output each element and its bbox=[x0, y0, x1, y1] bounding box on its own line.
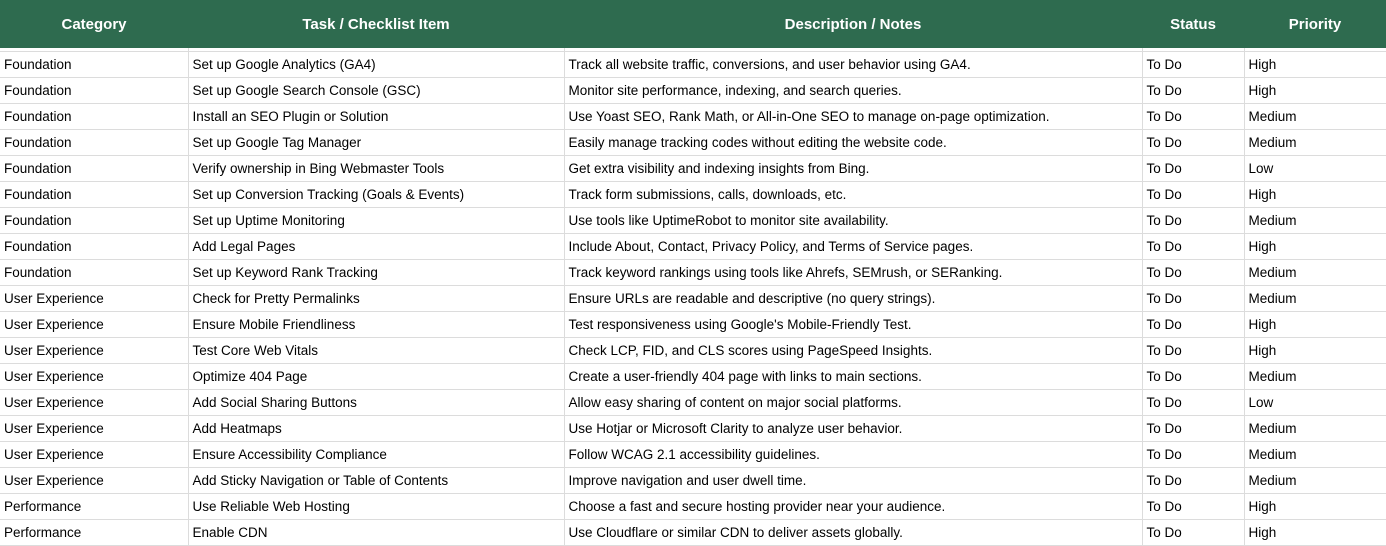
cell-status[interactable]: To Do bbox=[1142, 130, 1244, 156]
cell-task[interactable]: Set up Google Analytics (GA4) bbox=[188, 52, 564, 78]
cell-description[interactable]: Choose a fast and secure hosting provider near your audience. bbox=[564, 494, 1142, 520]
cell-description[interactable]: Improve navigation and user dwell time. bbox=[564, 468, 1142, 494]
cell-priority[interactable]: Low bbox=[1244, 156, 1386, 182]
cell-task[interactable]: Install an SEO Plugin or Solution bbox=[188, 104, 564, 130]
cell-category[interactable]: User Experience bbox=[0, 364, 188, 390]
cell-priority[interactable]: Medium bbox=[1244, 104, 1386, 130]
cell-priority[interactable]: High bbox=[1244, 520, 1386, 546]
cell-description[interactable]: Use Yoast SEO, Rank Math, or All-in-One SEO to manage on-page optimization. bbox=[564, 104, 1142, 130]
cell-priority[interactable]: High bbox=[1244, 78, 1386, 104]
cell-status[interactable]: To Do bbox=[1142, 104, 1244, 130]
cell-status[interactable]: To Do bbox=[1142, 312, 1244, 338]
cell-description[interactable]: Allow easy sharing of content on major social platforms. bbox=[564, 390, 1142, 416]
column-header-description[interactable]: Description / Notes bbox=[564, 0, 1142, 48]
column-header-category[interactable]: Category bbox=[0, 0, 188, 48]
cell-status[interactable]: To Do bbox=[1142, 364, 1244, 390]
cell-priority[interactable]: Low bbox=[1244, 390, 1386, 416]
cell-status[interactable]: To Do bbox=[1142, 390, 1244, 416]
cell-task[interactable]: Verify ownership in Bing Webmaster Tools bbox=[188, 156, 564, 182]
cell-category[interactable]: Foundation bbox=[0, 260, 188, 286]
cell-priority[interactable]: Medium bbox=[1244, 208, 1386, 234]
cell-task[interactable]: Enable CDN bbox=[188, 520, 564, 546]
cell-task[interactable]: Add Social Sharing Buttons bbox=[188, 390, 564, 416]
cell-status[interactable]: To Do bbox=[1142, 234, 1244, 260]
cell-priority[interactable]: High bbox=[1244, 338, 1386, 364]
table-row[interactable] bbox=[0, 208, 1386, 234]
cell-description[interactable]: Track keyword rankings using tools like Ahrefs, SEMrush, or SERanking. bbox=[564, 260, 1142, 286]
cell-task[interactable]: Add Sticky Navigation or Table of Contents bbox=[188, 468, 564, 494]
cell-task[interactable]: Optimize 404 Page bbox=[188, 364, 564, 390]
cell-description[interactable]: Use Cloudflare or similar CDN to deliver assets globally. bbox=[564, 520, 1142, 546]
cell-priority[interactable]: High bbox=[1244, 494, 1386, 520]
cell-priority[interactable]: Medium bbox=[1244, 260, 1386, 286]
column-header-priority[interactable]: Priority bbox=[1244, 0, 1386, 48]
table-header bbox=[0, 0, 1386, 48]
cell-status[interactable]: To Do bbox=[1142, 52, 1244, 78]
cell-priority[interactable]: Medium bbox=[1244, 364, 1386, 390]
cell-status[interactable]: To Do bbox=[1142, 468, 1244, 494]
cell-description[interactable]: Use tools like UptimeRobot to monitor site availability. bbox=[564, 208, 1142, 234]
table-row[interactable] bbox=[0, 156, 1386, 182]
cell-priority[interactable]: Medium bbox=[1244, 416, 1386, 442]
table-row[interactable] bbox=[0, 52, 1386, 78]
cell-priority[interactable]: High bbox=[1244, 52, 1386, 78]
cell-category[interactable]: Foundation bbox=[0, 234, 188, 260]
table-row[interactable] bbox=[0, 494, 1386, 520]
cell-category[interactable]: User Experience bbox=[0, 468, 188, 494]
table-row[interactable] bbox=[0, 338, 1386, 364]
table-row[interactable] bbox=[0, 130, 1386, 156]
cell-category[interactable]: User Experience bbox=[0, 390, 188, 416]
table-row[interactable] bbox=[0, 234, 1386, 260]
cell-task[interactable]: Ensure Accessibility Compliance bbox=[188, 442, 564, 468]
cell-task[interactable]: Set up Google Search Console (GSC) bbox=[188, 78, 564, 104]
cell-category[interactable]: Foundation bbox=[0, 78, 188, 104]
cell-status[interactable]: To Do bbox=[1142, 494, 1244, 520]
cell-priority[interactable]: High bbox=[1244, 312, 1386, 338]
table-row[interactable] bbox=[0, 312, 1386, 338]
cell-category[interactable]: Foundation bbox=[0, 182, 188, 208]
table-row[interactable] bbox=[0, 442, 1386, 468]
cell-status[interactable]: To Do bbox=[1142, 520, 1244, 546]
cell-description[interactable]: Get extra visibility and indexing insights from Bing. bbox=[564, 156, 1142, 182]
cell-description[interactable]: Test responsiveness using Google's Mobile-Friendly Test. bbox=[564, 312, 1142, 338]
cell-category[interactable]: User Experience bbox=[0, 416, 188, 442]
table-row[interactable] bbox=[0, 260, 1386, 286]
cell-category[interactable]: Foundation bbox=[0, 208, 188, 234]
cell-status[interactable]: To Do bbox=[1142, 286, 1244, 312]
cell-status[interactable]: To Do bbox=[1142, 182, 1244, 208]
table-row[interactable] bbox=[0, 468, 1386, 494]
cell-description[interactable]: Use Hotjar or Microsoft Clarity to analyze user behavior. bbox=[564, 416, 1142, 442]
cell-task[interactable]: Set up Google Tag Manager bbox=[188, 130, 564, 156]
table-row[interactable] bbox=[0, 416, 1386, 442]
column-header-status[interactable]: Status bbox=[1142, 0, 1244, 48]
cell-status[interactable]: To Do bbox=[1142, 260, 1244, 286]
cell-description[interactable]: Include About, Contact, Privacy Policy, and Terms of Service pages. bbox=[564, 234, 1142, 260]
cell-task[interactable]: Ensure Mobile Friendliness bbox=[188, 312, 564, 338]
table-row[interactable] bbox=[0, 104, 1386, 130]
cell-status[interactable]: To Do bbox=[1142, 78, 1244, 104]
table-row[interactable] bbox=[0, 390, 1386, 416]
cell-description[interactable]: Track form submissions, calls, downloads, etc. bbox=[564, 182, 1142, 208]
cell-priority[interactable]: Medium bbox=[1244, 468, 1386, 494]
header-row bbox=[0, 0, 1386, 48]
cell-description[interactable]: Check LCP, FID, and CLS scores using PageSpeed Insights. bbox=[564, 338, 1142, 364]
cell-priority[interactable]: High bbox=[1244, 182, 1386, 208]
cell-status[interactable]: To Do bbox=[1142, 338, 1244, 364]
cell-task[interactable]: Check for Pretty Permalinks bbox=[188, 286, 564, 312]
cell-description[interactable]: Create a user-friendly 404 page with links to main sections. bbox=[564, 364, 1142, 390]
cell-task[interactable]: Set up Uptime Monitoring bbox=[188, 208, 564, 234]
table-row[interactable] bbox=[0, 364, 1386, 390]
cell-priority[interactable]: High bbox=[1244, 234, 1386, 260]
cell-task[interactable]: Set up Conversion Tracking (Goals & Events) bbox=[188, 182, 564, 208]
cell-task[interactable]: Use Reliable Web Hosting bbox=[188, 494, 564, 520]
cell-category[interactable]: User Experience bbox=[0, 442, 188, 468]
cell-status[interactable]: To Do bbox=[1142, 208, 1244, 234]
cell-task[interactable]: Set up Keyword Rank Tracking bbox=[188, 260, 564, 286]
cell-category[interactable]: User Experience bbox=[0, 338, 188, 364]
cell-category[interactable]: Performance bbox=[0, 494, 188, 520]
cell-category[interactable]: User Experience bbox=[0, 312, 188, 338]
cell-category[interactable]: Foundation bbox=[0, 130, 188, 156]
cell-status[interactable]: To Do bbox=[1142, 416, 1244, 442]
cell-priority[interactable]: Medium bbox=[1244, 286, 1386, 312]
cell-status[interactable]: To Do bbox=[1142, 442, 1244, 468]
table-row[interactable] bbox=[0, 520, 1386, 546]
cell-description[interactable]: Monitor site performance, indexing, and search queries. bbox=[564, 78, 1142, 104]
column-header-task[interactable]: Task / Checklist Item bbox=[188, 0, 564, 48]
table-row[interactable] bbox=[0, 182, 1386, 208]
cell-task[interactable]: Add Heatmaps bbox=[188, 416, 564, 442]
cell-category[interactable]: Foundation bbox=[0, 156, 188, 182]
cell-category[interactable]: Foundation bbox=[0, 52, 188, 78]
cell-description[interactable]: Easily manage tracking codes without editing the website code. bbox=[564, 130, 1142, 156]
table-body bbox=[0, 48, 1386, 546]
table-row[interactable] bbox=[0, 78, 1386, 104]
cell-description[interactable]: Ensure URLs are readable and descriptive (no query strings). bbox=[564, 286, 1142, 312]
cell-category[interactable]: Foundation bbox=[0, 104, 188, 130]
table-row[interactable] bbox=[0, 286, 1386, 312]
cell-description[interactable]: Track all website traffic, conversions, and user behavior using GA4. bbox=[564, 52, 1142, 78]
cell-priority[interactable]: Medium bbox=[1244, 130, 1386, 156]
cell-category[interactable]: User Experience bbox=[0, 286, 188, 312]
cell-task[interactable]: Add Legal Pages bbox=[188, 234, 564, 260]
cell-category[interactable]: Performance bbox=[0, 520, 188, 546]
cell-status[interactable]: To Do bbox=[1142, 156, 1244, 182]
cell-description[interactable]: Follow WCAG 2.1 accessibility guidelines. bbox=[564, 442, 1142, 468]
cell-priority[interactable]: Medium bbox=[1244, 442, 1386, 468]
cell-task[interactable]: Test Core Web Vitals bbox=[188, 338, 564, 364]
